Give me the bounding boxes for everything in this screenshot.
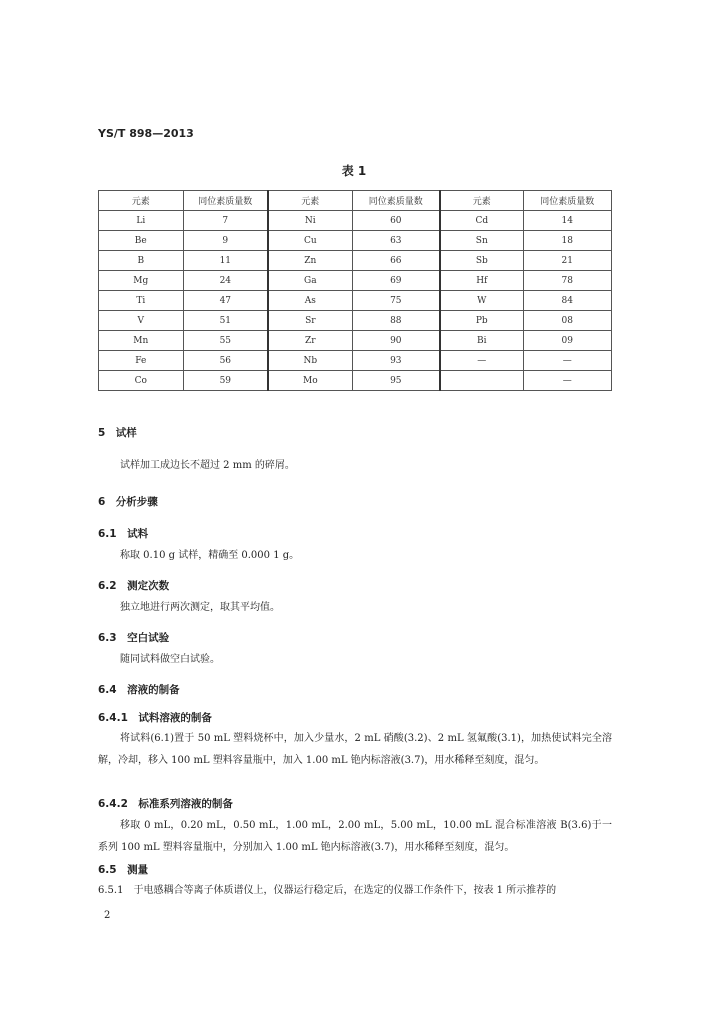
isotope-mass-cell: 09 [523, 331, 611, 351]
section-6-3-text: 随同试料做空白试验。 [120, 654, 220, 665]
element-cell: Mo [268, 371, 352, 391]
section-6-5-1-text: 6.5.1 于电感耦合等离子体质谱仪上，仪器运行稳定后，在选定的仪器工作条件下，按表 1 所示推荐的 [98, 885, 557, 896]
isotope-mass-cell: 18 [523, 231, 611, 251]
header-isotope-mass: 同位素质量数 [352, 191, 440, 211]
isotope-mass-cell: 66 [352, 251, 440, 271]
table-row [99, 251, 612, 271]
isotope-mass-cell: 93 [352, 351, 440, 371]
element-cell: V [99, 311, 184, 331]
element-cell: B [99, 251, 184, 271]
isotope-mass-cell: 47 [183, 291, 268, 311]
isotope-mass-cell: 11 [183, 251, 268, 271]
isotope-mass-cell: — [523, 371, 611, 391]
table-caption: 表 1 [341, 164, 367, 178]
isotope-mass-cell: 90 [352, 331, 440, 351]
element-cell: Nb [268, 351, 352, 371]
isotope-mass-cell: 69 [352, 271, 440, 291]
element-cell: Zr [268, 331, 352, 351]
element-cell: Sn [440, 231, 523, 251]
section-6-2-text: 独立地进行两次测定，取其平均值。 [120, 602, 280, 613]
header-isotope-mass: 同位素质量数 [183, 191, 268, 211]
element-cell: Bi [440, 331, 523, 351]
header-element: 元素 [99, 191, 184, 211]
isotope-mass-cell: 9 [183, 231, 268, 251]
element-cell: Ga [268, 271, 352, 291]
element-cell: Zn [268, 251, 352, 271]
table-row [99, 331, 612, 351]
element-cell: Hf [440, 271, 523, 291]
isotope-mass-cell: 55 [183, 331, 268, 351]
isotope-mass-cell: 95 [352, 371, 440, 391]
section-5-heading: 5 试样 [98, 427, 137, 439]
element-cell: As [268, 291, 352, 311]
section-6-4-1-text: 将试料(6.1)置于 50 mL 塑料烧杯中，加入少量水，2 mL 硝酸(3.2)、2 mL 氢氟酸(3.1)，加热使试料完全溶解，冷却，移入 100 mL 塑料容量瓶中，加入 1.00 mL 铯内标溶液(3.7)，用水稀释至刻度，混匀。 [98, 733, 612, 766]
element-cell: W [440, 291, 523, 311]
isotope-mass-cell: 59 [183, 371, 268, 391]
section-6-2-heading: 6.2 测定次数 [98, 580, 170, 592]
section-6-1-text: 称取 0.10 g 试样，精确至 0.000 1 g。 [120, 550, 300, 561]
isotope-mass-cell: 56 [183, 351, 268, 371]
table-row [99, 311, 612, 331]
section-6-4-1-heading: 6.4.1 试料溶液的制备 [98, 712, 212, 724]
section-6-4-2-text: 移取 0 mL，0.20 mL，0.50 mL，1.00 mL，2.00 mL，5.00 mL，10.00 mL 混合标准溶液 B(3.6)于一系列 100 mL 塑料容量瓶中，分别加入 1.00 mL 铯内标溶液(3.7)，用水稀释至刻度，混匀。 [98, 820, 612, 853]
element-cell: Co [99, 371, 184, 391]
element-cell: Pb [440, 311, 523, 331]
header-element: 元素 [268, 191, 352, 211]
element-cell: Mn [99, 331, 184, 351]
element-cell: Mg [99, 271, 184, 291]
isotope-mass-cell: 24 [183, 271, 268, 291]
element-cell: Fe [99, 351, 184, 371]
isotope-mass-cell: 78 [523, 271, 611, 291]
isotope-mass-cell: 88 [352, 311, 440, 331]
isotope-mass-cell: 75 [352, 291, 440, 311]
isotope-table [98, 190, 612, 391]
isotope-mass-cell: 63 [352, 231, 440, 251]
isotope-mass-cell: 7 [183, 211, 268, 231]
standard-number: YS/T 898—2013 [98, 127, 194, 140]
section-6-5-heading: 6.5 测量 [98, 864, 149, 876]
section-6-4-heading: 6.4 溶液的制备 [98, 684, 180, 696]
table-row [99, 211, 612, 231]
isotope-mass-cell: 84 [523, 291, 611, 311]
header-element: 元素 [440, 191, 523, 211]
isotope-mass-cell: 51 [183, 311, 268, 331]
isotope-mass-cell: — [523, 351, 611, 371]
table-row [99, 371, 612, 391]
element-cell: Cu [268, 231, 352, 251]
element-cell [440, 371, 523, 391]
element-cell: Ni [268, 211, 352, 231]
table-row [99, 271, 612, 291]
table-row [99, 231, 612, 251]
isotope-mass-cell: 14 [523, 211, 611, 231]
section-6-4-2-heading: 6.4.2 标准系列溶液的制备 [98, 798, 233, 810]
isotope-mass-cell: 60 [352, 211, 440, 231]
isotope-mass-cell: 08 [523, 311, 611, 331]
element-cell: Sb [440, 251, 523, 271]
element-cell: Sr [268, 311, 352, 331]
table-row [99, 351, 612, 371]
page-number: 2 [104, 910, 111, 921]
element-cell: — [440, 351, 523, 371]
section-6-heading: 6 分析步骤 [98, 496, 158, 508]
section-5-text: 试样加工成边长不超过 2 mm 的碎屑。 [120, 460, 295, 471]
element-cell: Be [99, 231, 184, 251]
element-cell: Li [99, 211, 184, 231]
isotope-mass-cell: 21 [523, 251, 611, 271]
table-row [99, 291, 612, 311]
element-cell: Cd [440, 211, 523, 231]
element-cell: Ti [99, 291, 184, 311]
section-6-1-heading: 6.1 试料 [98, 528, 149, 540]
section-6-3-heading: 6.3 空白试验 [98, 632, 170, 644]
header-isotope-mass: 同位素质量数 [523, 191, 611, 211]
